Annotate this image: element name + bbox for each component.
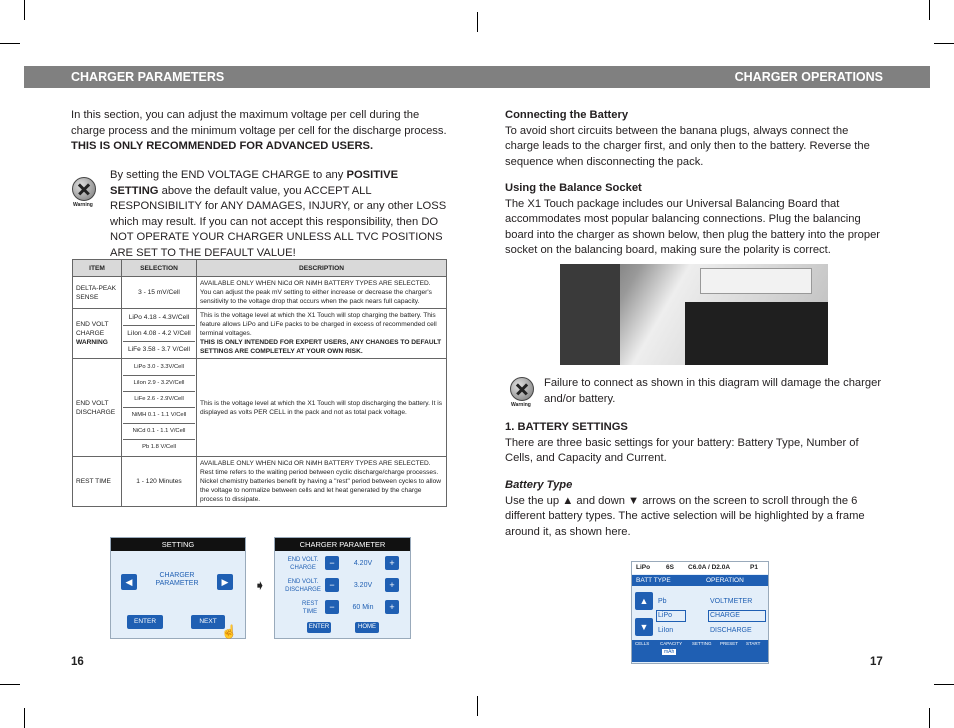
table-row — [73, 277, 447, 309]
balance-board-photo — [560, 264, 828, 365]
status-chem: LiPo — [636, 564, 651, 571]
home-button[interactable]: HOME — [355, 622, 379, 633]
charger-parameter-label: CHARGER PARAMETER — [155, 572, 199, 587]
row-item: REST TIME — [73, 457, 122, 507]
battery-settings-section — [505, 420, 885, 467]
battery-settings-title: 1. BATTERY SETTINGS — [505, 421, 628, 433]
connecting-section — [505, 108, 885, 170]
end-volt-discharge-value: 3.20V — [353, 582, 373, 589]
crop-mark — [0, 684, 20, 685]
col-header-selection: SELECTION — [122, 260, 197, 277]
op-voltmeter[interactable]: VOLTMETER — [710, 598, 753, 605]
up-arrow-icon[interactable]: ▲ — [635, 592, 653, 610]
battery-type-screen — [631, 561, 769, 664]
crop-mark — [477, 696, 478, 716]
minus-icon[interactable]: − — [325, 556, 339, 570]
crop-mark — [0, 43, 20, 44]
battery-settings-body: There are three basic settings for your battery: Battery Type, Number of Cells, and Capacity and Current. — [505, 436, 859, 464]
enter-button[interactable]: ENTER — [127, 615, 163, 629]
crop-mark — [24, 0, 25, 20]
crop-mark — [934, 684, 954, 685]
row-selection: LiPo 4.18 - 4.3V/Cell LiIon 4.08 - 4.2 V/Cell LiFe 3.58 - 3.7 V/Cell — [122, 309, 197, 359]
warning-icon — [510, 377, 534, 401]
row-description: This is the voltage level at which the X1 Touch will stop charging the battery. This feature allows LiPo and LiFe packs to be charged in excess of recommended cell terminal voltages. THIS IS ONLY INTENDED FOR EXPERT USERS, ANY CHANGES TO DEFAULT SETTINGS ARE COMPLETELY AT YOUR OWN RISK. — [197, 309, 447, 359]
battery-type-section — [505, 478, 885, 540]
batt-type-col: BATT TYPE — [636, 577, 671, 584]
plus-icon[interactable]: + — [385, 600, 399, 614]
left-arrow-icon[interactable]: ◀ — [121, 574, 137, 590]
row-selection: 3 - 15 mV/Cell — [122, 277, 197, 309]
col-header-description: DESCRIPTION — [197, 260, 447, 277]
crop-mark — [929, 708, 930, 728]
type-pb[interactable]: Pb — [658, 598, 667, 605]
capacity-unit: mAh — [664, 649, 675, 655]
column-header-bar — [632, 575, 768, 586]
table-row — [73, 359, 447, 457]
warning-icon-label: Warning — [511, 402, 531, 408]
warning-icon — [72, 177, 96, 201]
battery-type-body: Use the up ▲ and down ▼ arrows on the screen to scroll through the 6 different battery types. The active selection will be highlighted by a frame around it, as shown here. — [505, 494, 865, 538]
balance-socket-title: Using the Balance Socket — [505, 182, 642, 194]
bottom-button-bar — [632, 640, 768, 662]
type-lipo-selected[interactable]: LiPo — [656, 610, 686, 622]
plus-icon[interactable]: + — [385, 556, 399, 570]
arrow-right-icon: ➧ — [254, 577, 266, 593]
table-row — [73, 457, 447, 507]
end-volt-charge-label: END VOLT. CHARGE — [287, 557, 319, 571]
charger-parameter-title: CHARGER PARAMETER — [275, 538, 410, 551]
status-cells: 6S — [666, 564, 674, 571]
start-button[interactable]: START — [746, 641, 761, 646]
crop-mark — [24, 708, 25, 728]
row-item: END VOLT CHARGE WARNING — [73, 309, 122, 359]
right-section-title: CHARGER OPERATIONS — [734, 70, 883, 84]
row-item: END VOLT DISCHARGE — [73, 359, 122, 457]
op-charge[interactable]: CHARGE — [708, 610, 766, 622]
table-row — [73, 309, 447, 359]
connecting-title: Connecting the Battery — [505, 109, 629, 121]
row-selection: 1 - 120 Minutes — [122, 457, 197, 507]
balance-socket-body: The X1 Touch package includes our Universal Balancing Board that accommodates most popular balancing connections. Plug the balancing board into the charger as shown below, then plug the battery into the proper socket on the balancing board, making sure the polarity is correct. — [505, 197, 881, 256]
col-header-item: ITEM — [73, 260, 122, 277]
status-program: P1 — [750, 564, 758, 571]
preset-button[interactable]: PRESET — [720, 641, 739, 646]
left-section-title: CHARGER PARAMETERS — [71, 70, 225, 84]
rest-time-value: 60 Min — [352, 604, 374, 611]
page-number-left: 16 — [71, 656, 84, 668]
warning-paragraph: By setting the END VOLTAGE CHARGE to any POSITIVE SETTING above the default value, you ACCEPT ALL RESPONSIBILITY for ANY DAMAGES, INJURY, or any other LOSS which may result. If you can not accept this responsibility, then DO NOT OPERATE YOUR CHARGER UNLESS ALL TVC POSITIONS ARE SET TO THE DEFAULT VALUE! — [110, 169, 447, 259]
cells-button[interactable]: CELLS — [635, 641, 650, 646]
next-button[interactable]: NEXT — [191, 615, 225, 629]
status-bar — [632, 562, 768, 574]
status-current: C6.0A / D2.0A — [688, 564, 731, 571]
enter-button[interactable]: ENTER — [307, 622, 331, 633]
setting-button[interactable]: SETTING — [692, 641, 712, 646]
op-discharge[interactable]: DISCHARGE — [710, 627, 752, 634]
connecting-body: To avoid short circuits between the banana plugs, always connect the charge leads to the charger first, and only then to the battery. Reverse the sequence when disconnecting the pack. — [505, 124, 870, 168]
warning-text: Failure to connect as shown in this diagram will damage the charger and/or battery. — [544, 377, 882, 405]
row-selection: LiPo 3.0 - 3.3V/Cell LiIon 2.9 - 3.2V/Cell LiFe 2.6 - 2.9V/Cell NiMH 0.1 - 1.1 V/Cell NiCd 0.1 - 1.1 V/Cell Pb 1.8 V/Cell — [122, 359, 197, 457]
crop-mark — [477, 12, 478, 32]
rest-time-label: REST TIME — [301, 601, 318, 615]
minus-icon[interactable]: − — [325, 578, 339, 592]
row-description: AVAILABLE ONLY WHEN NiCd OR NiMH BATTERY TYPES ARE SELECTED. You can adjust the peak mV setting to either increase or decrease the charger's sensitivity to the voltage drop that occurs when the pack nears full capacity. — [197, 277, 447, 309]
crop-mark — [934, 43, 954, 44]
hand-pointer-icon: ☝ — [221, 624, 238, 639]
minus-icon[interactable]: − — [325, 600, 339, 614]
capacity-button[interactable]: CAPACITY — [660, 641, 683, 646]
charger-parameter-screen — [274, 537, 411, 639]
setting-screen-title: SETTING — [111, 538, 245, 551]
plus-icon[interactable]: + — [385, 578, 399, 592]
end-volt-charge-value: 4.20V — [353, 560, 373, 567]
table-header-row — [73, 260, 447, 277]
row-description: This is the voltage level at which the X1 Touch will stop discharging the battery. It is displayed as volts PER CELL in the pack and not as total pack voltage. — [197, 359, 447, 457]
warning-icon-label: Warning — [73, 202, 93, 208]
setting-screen — [110, 537, 246, 639]
down-arrow-icon[interactable]: ▼ — [635, 618, 653, 636]
end-volt-discharge-label: END VOLT. DISCHARGE — [285, 579, 321, 593]
right-arrow-icon[interactable]: ▶ — [217, 574, 233, 590]
balance-socket-section — [505, 181, 885, 259]
intro-paragraph: In this section, you can adjust the maximum voltage per cell during the charge process and the minimum voltage per cell for the discharge process. THIS IS ONLY RECOMMENDED FOR ADVANCED USERS. — [71, 109, 447, 152]
page-number-right: 17 — [870, 656, 883, 668]
section-header-bar — [24, 66, 930, 88]
crop-mark — [929, 0, 930, 20]
type-liion[interactable]: LiIon — [658, 627, 674, 634]
operation-col: OPERATION — [706, 577, 744, 584]
parameters-table — [72, 259, 447, 507]
row-description: AVAILABLE ONLY WHEN NiCd OR NiMH BATTERY TYPES ARE SELECTED. Rest time refers to the waiting period between cyclic discharge/charge processes. Nickel chemistry batteries benefit by having a "rest" period between cycles to allow the voltage to normalize between cells and let heat generated by the charge process to dissipate. — [197, 457, 447, 507]
intro-bold: THIS IS ONLY RECOMMENDED FOR ADVANCED USERS. — [71, 140, 374, 152]
row-item: DELTA-PEAK SENSE — [73, 277, 122, 309]
battery-type-title: Battery Type — [505, 479, 573, 491]
